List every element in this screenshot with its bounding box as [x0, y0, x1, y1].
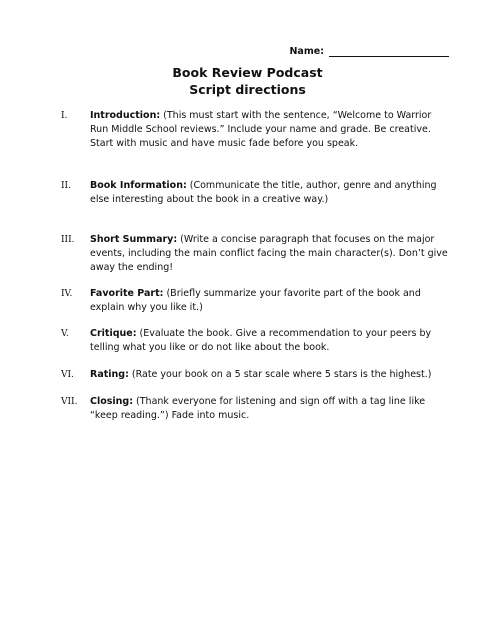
item-numeral: I. [61, 111, 68, 121]
item-body: (Write a concise paragraph that focuses on the major events, including the main conflict facing the main character(s). Don’t give away the ending! [90, 234, 448, 273]
item-label: Short Summary: [90, 234, 178, 245]
item-numeral: III. [61, 235, 75, 245]
item-text [90, 327, 450, 355]
item-text [90, 395, 450, 423]
item-label: Book Information: [90, 180, 187, 191]
item-body: (This must start with the sentence, “Welcome to Warrior Run Middle School reviews.” Include your name and grade. Be creative. Start with music and have music fade before you speak. [90, 110, 432, 149]
item-label: Introduction: [90, 110, 161, 121]
item-body: (Briefly summarize your favorite part of the book and explain why you like it.) [90, 288, 421, 313]
item-label: Closing: [90, 396, 134, 407]
item-numeral: VII. [61, 397, 78, 407]
item-label: Favorite Part: [90, 288, 164, 299]
item-body: (Thank everyone for listening and sign off with a tag line like “keep reading.”) Fade into music. [90, 396, 426, 421]
item-numeral: II. [61, 181, 71, 191]
item-text [90, 109, 450, 151]
item-body: (Rate your book on a 5 star scale where 5 stars is the highest.) [128, 369, 432, 380]
item-numeral: VI. [61, 370, 74, 380]
item-label: Critique: [90, 328, 137, 339]
title-line-1: Book Review Podcast [172, 65, 323, 80]
item-numeral: V. [61, 329, 69, 339]
item-body: (Communicate the title, author, genre and anything else interesting about the book in a creative way.) [90, 180, 437, 205]
item-text [90, 368, 450, 382]
item-label: Rating: [90, 369, 129, 380]
name-line [289, 46, 449, 57]
item-text [90, 233, 450, 275]
item-text [90, 287, 450, 315]
item-body: (Evaluate the book. Give a recommendation to your peers by telling what you like or do not like about the book. [90, 328, 432, 353]
name-blank [329, 46, 449, 57]
name-label: Name: [289, 46, 324, 57]
item-numeral: IV. [61, 289, 73, 299]
document-title [0, 64, 495, 98]
item-text [90, 179, 450, 207]
title-line-2: Script directions [189, 82, 306, 97]
